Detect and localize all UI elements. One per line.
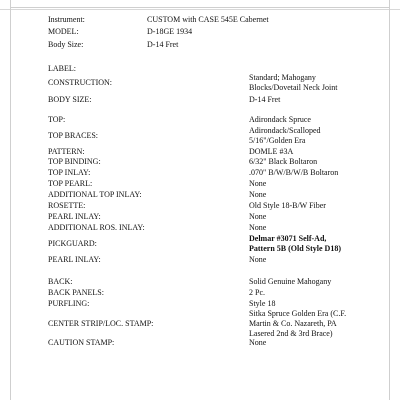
spec-value: None <box>249 190 267 199</box>
spec-label: PATTERN: <box>48 147 85 156</box>
spec-value: Lasered 2nd & 3rd Brace) <box>249 329 333 338</box>
spec-value: Sitka Spruce Golden Era (C.F. <box>249 309 347 318</box>
spec-value: Standard; Mahogany <box>249 73 316 82</box>
spec-value: Adirondack Spruce <box>249 115 311 124</box>
spec-label: BACK PANELS: <box>48 288 104 297</box>
spec-value: None <box>249 223 267 232</box>
spec-label: BODY SIZE: <box>48 95 92 104</box>
spec-value: Solid Genuine Mahogany <box>249 277 332 286</box>
spec-label: PEARL INLAY: <box>48 212 101 221</box>
body-size-value: D-14 Fret <box>147 40 179 49</box>
instrument-label: Instrument: <box>48 15 85 24</box>
spec-value: 2 Pc. <box>249 288 265 297</box>
spec-value: None <box>249 212 267 221</box>
spec-label: PEARL INLAY: <box>48 255 101 264</box>
spec-label: TOP INLAY: <box>48 168 91 177</box>
spec-label: TOP BINDING: <box>48 157 101 166</box>
spec-label: ADDITIONAL ROS. INLAY: <box>48 223 145 232</box>
spec-label: TOP BRACES: <box>48 131 99 140</box>
spec-label: PURFLING: <box>48 299 90 308</box>
instrument-value: CUSTOM with CASE 545E Cabernet <box>147 15 269 24</box>
spec-value: None <box>249 179 267 188</box>
spec-label: ROSETTE: <box>48 201 86 210</box>
spec-value: Old Style 18-B/W Fiber <box>249 201 326 210</box>
spec-value: Pattern 5B (Old Style D18) <box>249 244 341 253</box>
spec-value: None <box>249 255 267 264</box>
body-size-label: Body Size: <box>48 40 84 49</box>
spec-value: Style 18 <box>249 299 276 308</box>
spec-label: CENTER STRIP/LOC. STAMP: <box>48 319 154 328</box>
spec-value: None <box>249 338 267 347</box>
spec-value: .070" B/W/B/W/B Boltaron <box>249 168 339 177</box>
spec-label: ADDITIONAL TOP INLAY: <box>48 190 142 199</box>
spec-label: TOP PEARL: <box>48 179 93 188</box>
spec-value: 5/16"/Golden Era <box>249 136 306 145</box>
spec-label: BACK: <box>48 277 73 286</box>
page-left-border <box>10 0 11 400</box>
spec-value: 6/32" Black Boltaron <box>249 157 318 166</box>
spec-label: LABEL: <box>48 64 76 73</box>
page-right-border <box>389 0 390 400</box>
spec-value: DOMLE #3A <box>249 147 294 156</box>
model-value: D-18GE 1934 <box>147 27 193 36</box>
page-edge <box>10 0 390 8</box>
spec-label: PICKGUARD: <box>48 239 97 248</box>
spec-label: TOP: <box>48 115 66 124</box>
spec-value: Adirondack/Scalloped <box>249 126 321 135</box>
spec-value: D-14 Fret <box>249 95 281 104</box>
model-label: MODEL: <box>48 27 79 36</box>
spec-value: Martin & Co. Nazareth, PA <box>249 319 337 328</box>
spec-value: Delmar #3071 Self-Ad, <box>249 234 327 243</box>
spec-label: CAUTION STAMP: <box>48 338 115 347</box>
spec-value: Blocks/Dovetail Neck Joint <box>249 83 338 92</box>
spec-label: CONSTRUCTION: <box>48 78 113 87</box>
